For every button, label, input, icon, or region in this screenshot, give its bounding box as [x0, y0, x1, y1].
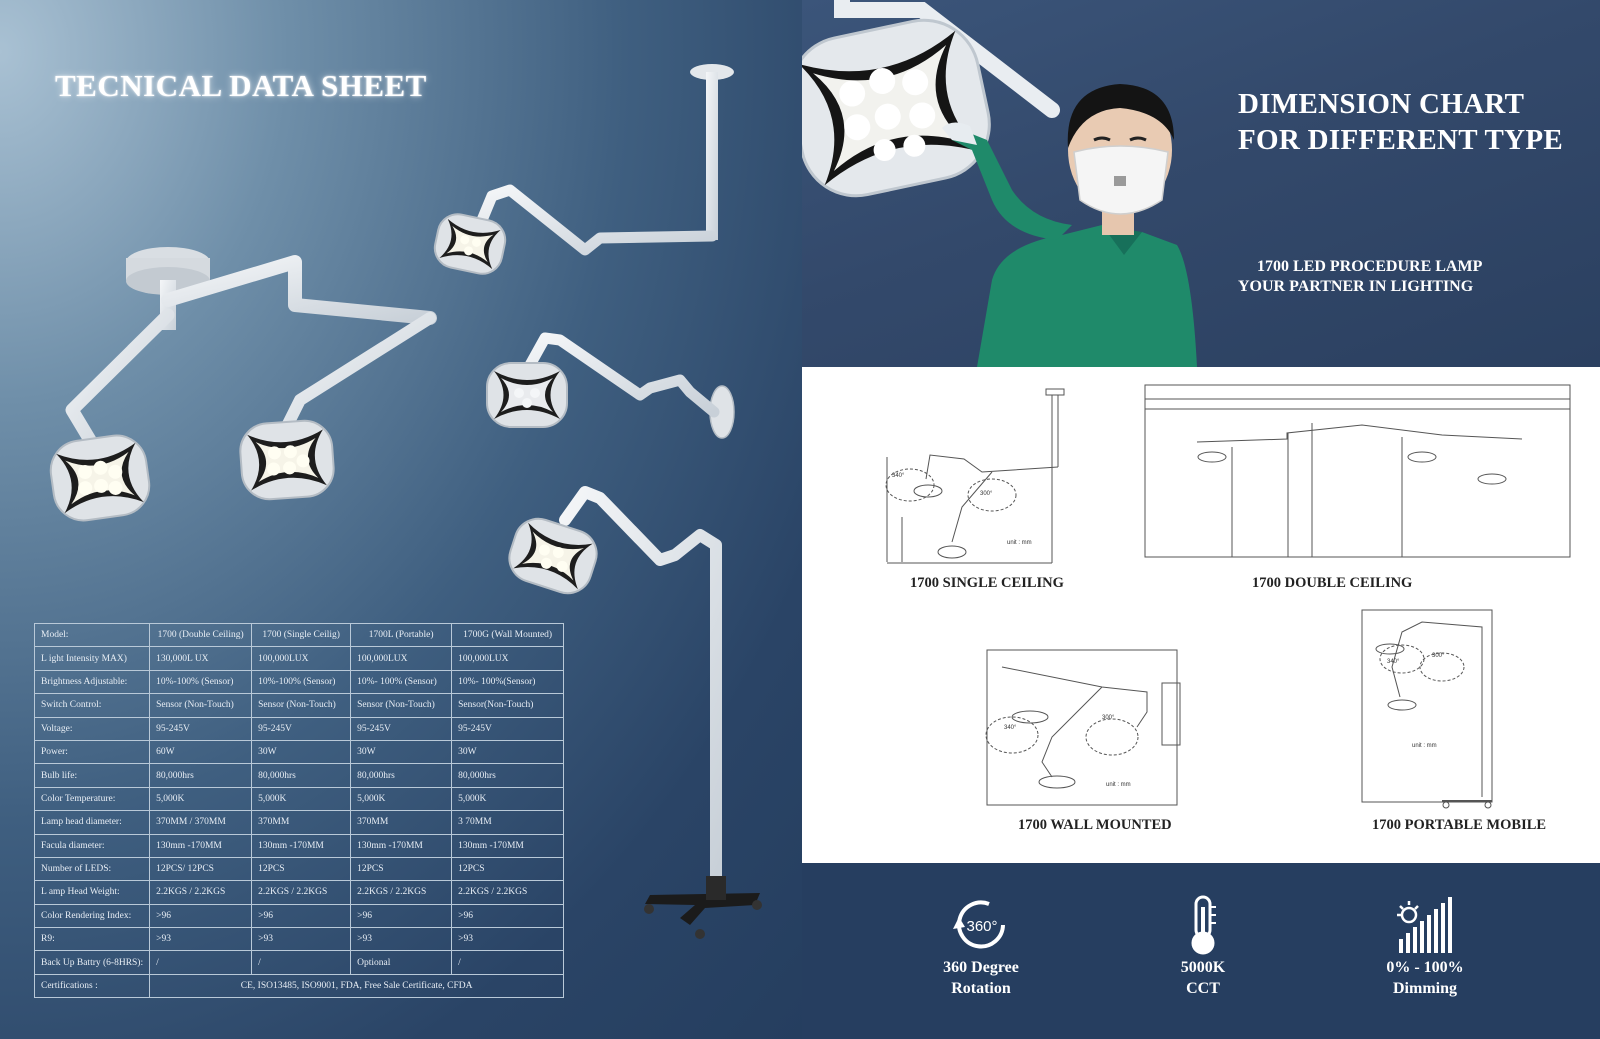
table-row	[35, 857, 564, 880]
table-row	[35, 787, 564, 810]
table-header-cell: 1700L (Portable)	[351, 624, 452, 647]
hero-banner	[802, 0, 1600, 367]
table-cell: 130,000L UX	[150, 647, 252, 670]
table-header-cell: 1700G (Wall Mounted)	[452, 624, 564, 647]
feature-title: 0% - 100%	[1386, 959, 1464, 976]
table-cell: 95-245V	[452, 717, 564, 740]
feature-rotation	[896, 893, 1066, 999]
table-cell: >93	[150, 928, 252, 951]
table-cell: 130mm -170MM	[150, 834, 252, 857]
table-row	[35, 834, 564, 857]
angle-note: 300°	[1102, 715, 1115, 721]
table-cell: 100,000LUX	[252, 647, 351, 670]
table-cell: 80,000hrs	[252, 764, 351, 787]
angle-note: 340°	[1004, 725, 1017, 731]
table-cell: 12PCS/ 12PCS	[150, 857, 252, 880]
rotation-360-icon	[949, 893, 1013, 957]
table-cell: >96	[150, 904, 252, 927]
table-header-cell: 1700 (Single Ceilig)	[252, 624, 351, 647]
table-cell: 2.2KGS / 2.2KGS	[452, 881, 564, 904]
feature-subtitle: Rotation	[951, 980, 1011, 997]
table-row	[35, 811, 564, 834]
dimension-chart-title	[1238, 86, 1563, 158]
angle-note: 340°	[1387, 659, 1400, 665]
table-cell: /	[252, 951, 351, 974]
table-cell: Lamp head diameter:	[35, 811, 150, 834]
dimming-sun-icon	[1393, 893, 1457, 957]
table-cell: Power:	[35, 740, 150, 763]
table-row	[35, 904, 564, 927]
double-ceiling-lamp-illustration	[47, 247, 430, 524]
table-cell: Facula diameter:	[35, 834, 150, 857]
table-cell: Switch Control:	[35, 694, 150, 717]
table-cell: 5,000K	[150, 787, 252, 810]
table-cell: >93	[351, 928, 452, 951]
wall-mounted-label: 1700 WALL MOUNTED	[1018, 817, 1172, 833]
tagline	[1238, 257, 1482, 297]
angle-note: 340°	[892, 473, 905, 479]
table-cell: /	[452, 951, 564, 974]
table-cell: 30W	[452, 740, 564, 763]
table-cell: 10%- 100%(Sensor)	[452, 670, 564, 693]
table-cell: 12PCS	[252, 857, 351, 880]
table-cell: >96	[351, 904, 452, 927]
table-row	[35, 764, 564, 787]
table-header-cell: 1700 (Double Ceiling)	[150, 624, 252, 647]
portable-mobile-label: 1700 PORTABLE MOBILE	[1372, 817, 1547, 833]
certifications-value: CE, ISO13485, ISO9001, FDA, Free Sale Certificate, CFDA	[150, 974, 564, 997]
table-cell: 80,000hrs	[150, 764, 252, 787]
table-cell: R9:	[35, 928, 150, 951]
table-cell: >96	[452, 904, 564, 927]
tagline-line: 1700 LED PROCEDURE LAMP	[1257, 258, 1483, 275]
table-cell: L ight Intensity MAX)	[35, 647, 150, 670]
feature-cct	[1118, 893, 1288, 999]
angle-note: 300°	[1432, 653, 1445, 659]
table-cell: 130mm -170MM	[351, 834, 452, 857]
table-cell: 12PCS	[351, 857, 452, 880]
table-cell: 370MM / 370MM	[150, 811, 252, 834]
double-ceiling-label: 1700 DOUBLE CEILING	[1252, 575, 1413, 591]
feature-title: 360 Degree	[943, 959, 1019, 976]
table-cell: Sensor (Non-Touch)	[252, 694, 351, 717]
rotation-icon-text: 360°	[966, 918, 998, 935]
dimension-panel	[802, 0, 1600, 1039]
specifications-table	[34, 623, 564, 998]
table-cell: 2.2KGS / 2.2KGS	[351, 881, 452, 904]
table-row	[35, 881, 564, 904]
technical-data-title: TECNICAL DATA SHEET	[55, 68, 427, 103]
table-cell: 5,000K	[351, 787, 452, 810]
table-row	[35, 694, 564, 717]
table-row	[35, 647, 564, 670]
table-cell: 130mm -170MM	[252, 834, 351, 857]
feature-subtitle: CCT	[1186, 980, 1220, 997]
feature-subtitle: Dimming	[1393, 980, 1457, 997]
table-row	[35, 928, 564, 951]
table-cell: Sensor(Non-Touch)	[452, 694, 564, 717]
thermometer-icon	[1171, 893, 1235, 957]
table-cell: Back Up Battry (6-8HRS):	[35, 951, 150, 974]
table-cell: 5,000K	[252, 787, 351, 810]
table-cell: 10%- 100% (Sensor)	[351, 670, 452, 693]
title-line: DIMENSION CHART	[1238, 88, 1525, 120]
table-cell: >93	[452, 928, 564, 951]
table-cell: 30W	[351, 740, 452, 763]
table-header-row	[35, 624, 564, 647]
table-cell: Brightness Adjustable:	[35, 670, 150, 693]
double-ceiling-drawing	[1145, 385, 1570, 557]
table-row	[35, 740, 564, 763]
table-cell: Bulb life:	[35, 764, 150, 787]
table-cell: Sensor (Non-Touch)	[150, 694, 252, 717]
table-cell: 10%-100% (Sensor)	[252, 670, 351, 693]
single-ceiling-lamp-illustration	[431, 64, 734, 277]
table-cell: Color Rendering Index:	[35, 904, 150, 927]
table-cell: Voltage:	[35, 717, 150, 740]
table-cell: 5,000K	[452, 787, 564, 810]
unit-note: unit : mm	[1412, 743, 1437, 749]
wall-mounted-lamp-illustration	[487, 338, 734, 438]
table-cell: 80,000hrs	[351, 764, 452, 787]
single-ceiling-drawing	[886, 389, 1064, 563]
table-header-cell: Model:	[35, 624, 150, 647]
table-cell: 3 70MM	[452, 811, 564, 834]
dimension-charts-section	[802, 367, 1600, 863]
certifications-row	[35, 974, 564, 997]
table-cell: /	[150, 951, 252, 974]
table-row	[35, 951, 564, 974]
technical-drawings	[802, 367, 1600, 863]
table-cell: Optional	[351, 951, 452, 974]
table-row	[35, 717, 564, 740]
single-ceiling-label: 1700 SINGLE CEILING	[910, 575, 1064, 591]
unit-note: unit : mm	[1007, 540, 1032, 546]
table-cell: 100,000LUX	[452, 647, 564, 670]
table-cell: >96	[252, 904, 351, 927]
table-cell: 95-245V	[351, 717, 452, 740]
table-cell: 10%-100% (Sensor)	[150, 670, 252, 693]
features-row	[802, 863, 1600, 1039]
unit-note: unit : mm	[1106, 782, 1131, 788]
certifications-label: Certifications :	[35, 974, 150, 997]
portable-mobile-drawing	[1362, 610, 1492, 808]
table-cell: 60W	[150, 740, 252, 763]
surgeon-with-lamp-photo	[802, 0, 1600, 367]
table-cell: 95-245V	[150, 717, 252, 740]
table-cell: 30W	[252, 740, 351, 763]
table-cell: L amp Head Weight:	[35, 881, 150, 904]
tagline-line: YOUR PARTNER IN LIGHTING	[1238, 278, 1474, 295]
table-cell: 12PCS	[452, 857, 564, 880]
table-cell: Color Temperature:	[35, 787, 150, 810]
table-cell: >93	[252, 928, 351, 951]
table-row	[35, 670, 564, 693]
feature-title: 5000K	[1180, 959, 1226, 976]
table-cell: 370MM	[252, 811, 351, 834]
table-cell: 2.2KGS / 2.2KGS	[150, 881, 252, 904]
angle-note: 300°	[980, 491, 993, 497]
table-cell: Number of LEDS:	[35, 857, 150, 880]
table-cell: 80,000hrs	[452, 764, 564, 787]
table-cell: 95-245V	[252, 717, 351, 740]
table-cell: 370MM	[351, 811, 452, 834]
title-line: FOR DIFFERENT TYPE	[1238, 124, 1563, 156]
table-cell: Sensor (Non-Touch)	[351, 694, 452, 717]
table-cell: 100,000LUX	[351, 647, 452, 670]
feature-dimming	[1340, 893, 1510, 999]
table-cell: 2.2KGS / 2.2KGS	[252, 881, 351, 904]
table-cell: 130mm -170MM	[452, 834, 564, 857]
